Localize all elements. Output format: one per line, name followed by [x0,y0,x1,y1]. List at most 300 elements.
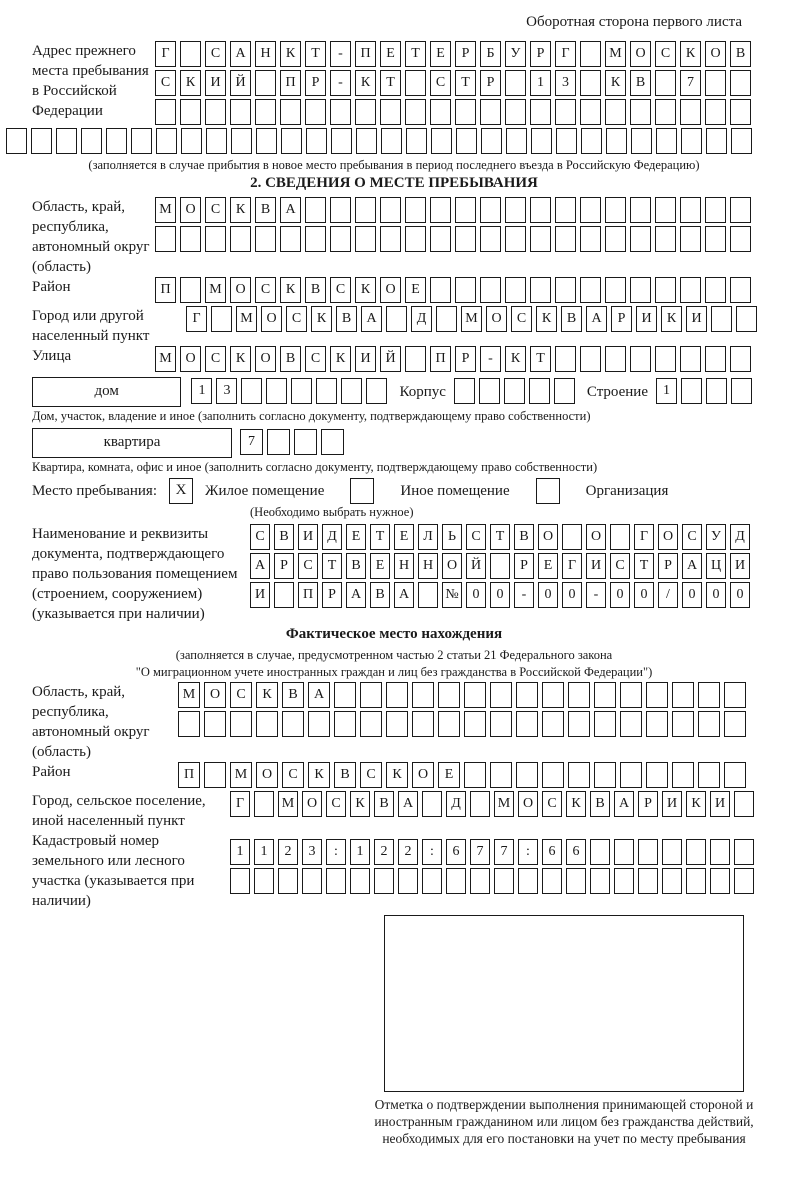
char-cell[interactable]: И [730,553,750,579]
char-cell[interactable]: С [205,41,226,67]
char-cell[interactable] [594,711,616,737]
char-cell[interactable]: 6 [542,839,562,865]
char-cell[interactable] [405,99,426,125]
char-cell[interactable] [734,868,754,894]
char-cell[interactable] [350,868,370,894]
char-cell[interactable] [81,128,102,154]
char-cell[interactable]: К [566,791,586,817]
char-cell[interactable] [516,711,538,737]
char-cell[interactable] [490,711,512,737]
char-cell[interactable] [568,682,590,708]
checkbox-zhiloe-pomeshchenie[interactable]: X [169,478,193,504]
char-cell[interactable] [490,553,510,579]
char-cell[interactable]: Т [370,524,390,550]
char-cell[interactable]: С [610,553,630,579]
char-cell[interactable]: Т [305,41,326,67]
char-cell[interactable]: В [305,277,326,303]
char-cell[interactable]: Е [538,553,558,579]
char-cell[interactable] [614,839,634,865]
char-cell[interactable]: К [661,306,682,332]
char-cell[interactable] [655,197,676,223]
char-cell[interactable] [730,70,751,96]
char-cell[interactable] [398,868,418,894]
char-cell[interactable]: В [336,306,357,332]
char-cell[interactable] [422,791,442,817]
char-cell[interactable] [568,711,590,737]
char-cell[interactable] [530,99,551,125]
char-cell[interactable]: 0 [682,582,702,608]
char-cell[interactable] [334,682,356,708]
char-cell[interactable]: О [230,277,251,303]
char-cell[interactable]: М [155,197,176,223]
char-cell[interactable] [355,197,376,223]
char-cell[interactable] [680,277,701,303]
char-cell[interactable]: О [705,41,726,67]
kadastr-cells-row2[interactable] [230,868,758,897]
char-cell[interactable] [360,682,382,708]
char-cell[interactable]: П [155,277,176,303]
char-cell[interactable] [610,524,630,550]
char-cell[interactable]: С [682,524,702,550]
char-cell[interactable]: В [280,346,301,372]
char-cell[interactable]: Р [658,553,678,579]
char-cell[interactable] [505,197,526,223]
char-cell[interactable] [518,868,538,894]
korpus-cells[interactable] [454,378,579,407]
char-cell[interactable] [281,128,302,154]
char-cell[interactable] [294,429,317,455]
char-cell[interactable] [686,868,706,894]
char-cell[interactable] [505,277,526,303]
char-cell[interactable]: А [614,791,634,817]
char-cell[interactable]: : [326,839,346,865]
char-cell[interactable]: П [280,70,301,96]
char-cell[interactable] [554,378,575,404]
char-cell[interactable] [562,524,582,550]
char-cell[interactable] [406,128,427,154]
char-cell[interactable] [321,429,344,455]
char-cell[interactable]: С [511,306,532,332]
char-cell[interactable]: О [255,346,276,372]
char-cell[interactable] [306,128,327,154]
char-cell[interactable]: П [355,41,376,67]
char-cell[interactable]: Й [230,70,251,96]
char-cell[interactable]: К [280,277,301,303]
char-cell[interactable]: М [461,306,482,332]
char-cell[interactable]: - [330,70,351,96]
char-cell[interactable] [305,226,326,252]
char-cell[interactable]: Е [380,41,401,67]
char-cell[interactable] [706,378,727,404]
char-cell[interactable] [620,711,642,737]
char-cell[interactable]: Р [480,70,501,96]
char-cell[interactable]: А [398,791,418,817]
char-cell[interactable] [181,128,202,154]
char-cell[interactable] [730,99,751,125]
char-cell[interactable] [254,868,274,894]
char-cell[interactable]: В [282,682,304,708]
prev-address-cells-row4[interactable] [6,128,756,157]
char-cell[interactable]: У [706,524,726,550]
char-cell[interactable] [267,429,290,455]
char-cell[interactable]: Г [155,41,176,67]
char-cell[interactable]: И [298,524,318,550]
char-cell[interactable]: С [250,524,270,550]
char-cell[interactable] [662,839,682,865]
char-cell[interactable] [730,226,751,252]
char-cell[interactable]: К [180,70,201,96]
char-cell[interactable]: - [514,582,534,608]
char-cell[interactable]: В [590,791,610,817]
char-cell[interactable]: 2 [374,839,394,865]
char-cell[interactable] [330,226,351,252]
char-cell[interactable] [302,868,322,894]
char-cell[interactable]: Г [562,553,582,579]
char-cell[interactable] [280,226,301,252]
char-cell[interactable] [686,839,706,865]
char-cell[interactable]: 3 [216,378,237,404]
char-cell[interactable] [542,762,564,788]
char-cell[interactable]: Й [466,553,486,579]
char-cell[interactable] [731,378,752,404]
char-cell[interactable] [316,378,337,404]
char-cell[interactable] [605,277,626,303]
char-cell[interactable] [430,197,451,223]
char-cell[interactable] [594,682,616,708]
char-cell[interactable] [655,346,676,372]
char-cell[interactable]: Ь [442,524,462,550]
char-cell[interactable]: 3 [302,839,322,865]
char-cell[interactable] [230,868,250,894]
char-cell[interactable] [206,128,227,154]
char-cell[interactable]: И [355,346,376,372]
char-cell[interactable]: М [494,791,514,817]
char-cell[interactable] [555,99,576,125]
char-cell[interactable] [516,762,538,788]
char-cell[interactable]: Е [430,41,451,67]
char-cell[interactable] [590,868,610,894]
char-cell[interactable] [724,711,746,737]
char-cell[interactable]: И [586,553,606,579]
char-cell[interactable] [631,128,652,154]
char-cell[interactable]: Т [530,346,551,372]
dom-type-box[interactable]: дом [32,377,181,407]
char-cell[interactable]: А [230,41,251,67]
char-cell[interactable] [580,346,601,372]
char-cell[interactable] [531,128,552,154]
char-cell[interactable] [305,99,326,125]
char-cell[interactable] [430,226,451,252]
char-cell[interactable]: В [561,306,582,332]
char-cell[interactable]: Г [230,791,250,817]
char-cell[interactable]: 0 [490,582,510,608]
char-cell[interactable]: 1 [254,839,274,865]
char-cell[interactable] [505,70,526,96]
char-cell[interactable]: О [380,277,401,303]
char-cell[interactable]: Н [418,553,438,579]
char-cell[interactable] [6,128,27,154]
char-cell[interactable] [731,128,752,154]
char-cell[interactable] [380,226,401,252]
char-cell[interactable]: С [205,197,226,223]
char-cell[interactable]: С [542,791,562,817]
char-cell[interactable] [705,346,726,372]
char-cell[interactable]: П [298,582,318,608]
char-cell[interactable] [280,99,301,125]
char-cell[interactable] [405,226,426,252]
char-cell[interactable] [730,277,751,303]
char-cell[interactable]: А [308,682,330,708]
char-cell[interactable] [431,128,452,154]
char-cell[interactable]: Н [255,41,276,67]
char-cell[interactable]: О [586,524,606,550]
ulitsa-cells[interactable] [155,346,755,375]
char-cell[interactable] [710,839,730,865]
char-cell[interactable] [436,306,457,332]
char-cell[interactable] [231,128,252,154]
char-cell[interactable]: И [636,306,657,332]
char-cell[interactable]: Д [730,524,750,550]
char-cell[interactable] [291,378,312,404]
char-cell[interactable]: - [586,582,606,608]
char-cell[interactable]: А [361,306,382,332]
char-cell[interactable] [734,839,754,865]
char-cell[interactable]: У [505,41,526,67]
char-cell[interactable]: С [205,346,226,372]
char-cell[interactable] [405,346,426,372]
kvartira-number-cells[interactable] [240,429,348,458]
char-cell[interactable] [724,762,746,788]
char-cell[interactable]: К [355,70,376,96]
char-cell[interactable] [326,868,346,894]
char-cell[interactable]: 0 [634,582,654,608]
char-cell[interactable] [530,226,551,252]
char-cell[interactable]: К [355,277,376,303]
char-cell[interactable] [706,128,727,154]
char-cell[interactable]: 0 [730,582,750,608]
char-cell[interactable] [386,682,408,708]
char-cell[interactable] [606,128,627,154]
char-cell[interactable] [412,682,434,708]
char-cell[interactable] [656,128,677,154]
char-cell[interactable] [274,582,294,608]
char-cell[interactable]: 1 [656,378,677,404]
char-cell[interactable] [356,128,377,154]
prev-address-cells-row1[interactable] [155,41,755,70]
char-cell[interactable]: - [330,41,351,67]
prev-address-cells-row3[interactable] [155,99,755,128]
char-cell[interactable]: О [538,524,558,550]
char-cell[interactable] [405,197,426,223]
char-cell[interactable] [516,682,538,708]
char-cell[interactable]: О [518,791,538,817]
char-cell[interactable] [204,711,226,737]
char-cell[interactable] [620,762,642,788]
char-cell[interactable] [655,277,676,303]
char-cell[interactable]: 7 [680,70,701,96]
char-cell[interactable] [705,70,726,96]
char-cell[interactable]: Т [322,553,342,579]
char-cell[interactable] [330,99,351,125]
char-cell[interactable] [620,682,642,708]
char-cell[interactable]: Ц [706,553,726,579]
char-cell[interactable] [630,226,651,252]
char-cell[interactable]: Р [455,41,476,67]
char-cell[interactable] [605,226,626,252]
char-cell[interactable]: 6 [446,839,466,865]
char-cell[interactable] [555,226,576,252]
char-cell[interactable] [211,306,232,332]
char-cell[interactable] [655,99,676,125]
char-cell[interactable]: Д [322,524,342,550]
char-cell[interactable] [655,226,676,252]
dom-number-cells[interactable] [191,378,391,407]
char-cell[interactable] [205,99,226,125]
char-cell[interactable] [711,306,732,332]
char-cell[interactable] [698,682,720,708]
char-cell[interactable] [630,346,651,372]
prev-address-cells-row2[interactable] [155,70,755,99]
char-cell[interactable] [386,711,408,737]
char-cell[interactable] [386,306,407,332]
char-cell[interactable] [305,197,326,223]
char-cell[interactable] [630,99,651,125]
char-cell[interactable] [542,682,564,708]
char-cell[interactable] [490,682,512,708]
char-cell[interactable]: Т [455,70,476,96]
char-cell[interactable]: К [311,306,332,332]
char-cell[interactable] [256,711,278,737]
checkbox-inoe-pomeshchenie[interactable] [350,478,374,504]
char-cell[interactable] [155,226,176,252]
char-cell[interactable] [580,99,601,125]
document-cells-row1[interactable] [250,524,754,553]
char-cell[interactable]: С [326,791,346,817]
char-cell[interactable]: Т [405,41,426,67]
char-cell[interactable]: 0 [562,582,582,608]
char-cell[interactable] [556,128,577,154]
char-cell[interactable]: В [255,197,276,223]
char-cell[interactable] [705,99,726,125]
char-cell[interactable] [705,277,726,303]
char-cell[interactable] [255,226,276,252]
char-cell[interactable]: М [178,682,200,708]
char-cell[interactable]: 0 [610,582,630,608]
char-cell[interactable]: П [430,346,451,372]
char-cell[interactable] [241,378,262,404]
char-cell[interactable]: 6 [566,839,586,865]
char-cell[interactable] [255,70,276,96]
char-cell[interactable] [470,868,490,894]
char-cell[interactable]: В [514,524,534,550]
char-cell[interactable] [680,346,701,372]
char-cell[interactable]: С [330,277,351,303]
char-cell[interactable] [605,346,626,372]
char-cell[interactable] [490,762,512,788]
oblast2-cells-row1[interactable] [178,682,750,711]
gorod2-cells[interactable] [230,791,758,820]
char-cell[interactable] [282,711,304,737]
char-cell[interactable]: М [205,277,226,303]
char-cell[interactable] [380,99,401,125]
char-cell[interactable]: В [374,791,394,817]
char-cell[interactable] [529,378,550,404]
char-cell[interactable] [308,711,330,737]
char-cell[interactable] [422,868,442,894]
char-cell[interactable] [456,128,477,154]
char-cell[interactable] [494,868,514,894]
char-cell[interactable] [331,128,352,154]
char-cell[interactable] [180,99,201,125]
char-cell[interactable]: Е [346,524,366,550]
char-cell[interactable]: В [370,582,390,608]
char-cell[interactable]: Т [634,553,654,579]
kadastr-cells-row1[interactable] [230,839,758,868]
char-cell[interactable]: Г [634,524,654,550]
char-cell[interactable] [710,868,730,894]
char-cell[interactable]: К [256,682,278,708]
char-cell[interactable]: К [308,762,330,788]
char-cell[interactable] [580,226,601,252]
char-cell[interactable] [470,791,490,817]
char-cell[interactable]: О [442,553,462,579]
char-cell[interactable]: С [305,346,326,372]
char-cell[interactable] [614,868,634,894]
char-cell[interactable] [455,99,476,125]
char-cell[interactable] [605,99,626,125]
char-cell[interactable] [405,70,426,96]
char-cell[interactable]: Р [305,70,326,96]
char-cell[interactable]: М [236,306,257,332]
char-cell[interactable]: О [204,682,226,708]
char-cell[interactable]: / [658,582,678,608]
char-cell[interactable]: 3 [555,70,576,96]
char-cell[interactable]: И [710,791,730,817]
char-cell[interactable] [655,70,676,96]
char-cell[interactable]: М [155,346,176,372]
oblast2-cells-row2[interactable] [178,711,750,740]
char-cell[interactable] [205,226,226,252]
gorod-cells[interactable] [186,306,761,335]
char-cell[interactable]: 2 [398,839,418,865]
char-cell[interactable] [630,277,651,303]
char-cell[interactable]: С [286,306,307,332]
char-cell[interactable]: А [280,197,301,223]
char-cell[interactable] [580,70,601,96]
char-cell[interactable] [106,128,127,154]
char-cell[interactable]: С [230,682,252,708]
char-cell[interactable]: М [278,791,298,817]
char-cell[interactable]: Р [638,791,658,817]
char-cell[interactable]: К [230,197,251,223]
char-cell[interactable] [180,226,201,252]
char-cell[interactable] [542,868,562,894]
char-cell[interactable]: П [178,762,200,788]
char-cell[interactable]: Б [480,41,501,67]
char-cell[interactable] [334,711,356,737]
char-cell[interactable] [724,682,746,708]
char-cell[interactable]: № [442,582,462,608]
char-cell[interactable]: С [255,277,276,303]
char-cell[interactable] [580,41,601,67]
char-cell[interactable]: 7 [494,839,514,865]
char-cell[interactable] [455,226,476,252]
char-cell[interactable]: С [360,762,382,788]
rayon-cells[interactable] [155,277,755,306]
char-cell[interactable]: : [422,839,442,865]
char-cell[interactable]: И [250,582,270,608]
char-cell[interactable] [730,346,751,372]
